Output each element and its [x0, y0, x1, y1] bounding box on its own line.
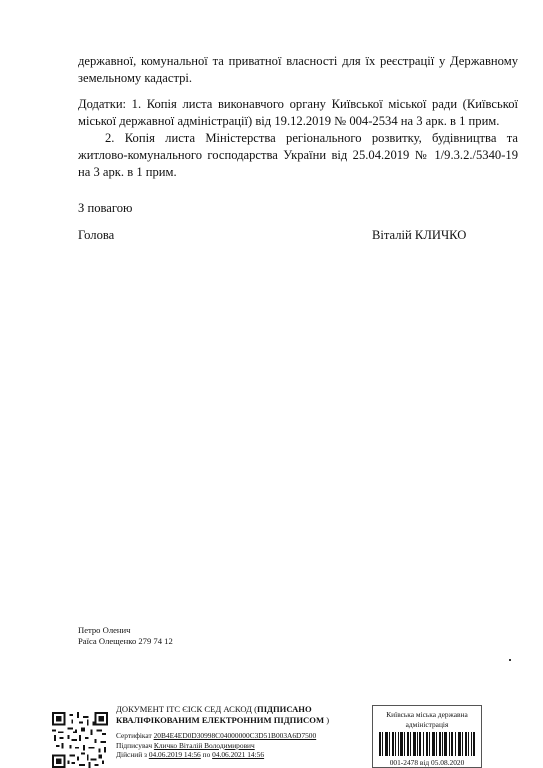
stamp-org-line-2: адміністрація: [405, 720, 449, 729]
signer-label: Підписувач: [116, 740, 154, 750]
certificate-label: Сертифікат: [116, 731, 154, 740]
attachment-1-line-1: Додатки: 1. Копія листа виконавчого органу Київської міської ради (Київської: [78, 97, 518, 111]
intro-paragraph: [78, 53, 518, 87]
signature-notice-prefix: ДОКУМЕНТ ІТС ЄІСК СЕД АСКОД (: [116, 704, 258, 714]
stamp-org-line-1: Київська міська державна: [386, 710, 468, 719]
signature-notice-qualified: КВАЛІФІКОВАНИМ ЕЛЕКТРОННИМ ПІДПИСОМ: [116, 715, 325, 725]
attachment-2-line-2: житлово-комунального господарства України від 25.04.2019 № 1/9.3.2./5340-19: [78, 148, 518, 162]
attachment-2-line-1: 2. Копія листа Міністерства регіонального розвитку, будівництва та: [105, 131, 518, 145]
validity-prefix: Дійсний з: [116, 750, 149, 759]
attachment-2-line-3: на 3 арк. в 1 прим.: [78, 165, 177, 179]
stamp-barcode: [379, 732, 475, 756]
signer-value: Кличко Віталій Володимирович: [153, 740, 255, 750]
validity-row: [116, 750, 316, 760]
closing-phrase: З повагою: [78, 201, 133, 215]
validity-mid: по: [200, 750, 213, 759]
executor-line-2: Раїса Олещенко 279 74 12: [78, 636, 173, 646]
qr-code: [52, 712, 108, 768]
certificate-info: [116, 731, 316, 760]
executor-line-1: Петро Оленич: [78, 625, 131, 635]
intro-line-1: державної, комунальної та приватної власності для їх реєстрації у Державному: [78, 54, 518, 68]
certificate-value: 20B4E4ED0D30998C04000000C3D51B003A6D7500: [153, 731, 317, 740]
margin-dot: [509, 659, 511, 661]
signer-name: Віталій КЛИЧКО: [372, 228, 467, 242]
validity-to: 04.06.2021 14:56: [212, 750, 265, 759]
signature-notice-signed: ПІДПИСАНО: [257, 704, 312, 714]
signature-notice-close: ): [324, 715, 330, 725]
intro-line-2: земельному кадастрі.: [78, 71, 193, 85]
validity-from: 04.06.2019 14:56: [148, 750, 201, 759]
signer-position: Голова: [78, 228, 115, 242]
signer-row: [116, 741, 316, 751]
signature-notice: [116, 704, 329, 726]
certificate-row: [116, 731, 316, 741]
stamp-registration-number: 001-2478 від 05.08.2020: [389, 758, 465, 767]
attachments-block: [78, 96, 518, 181]
registration-stamp: [372, 705, 482, 768]
attachment-1-line-2: міської державної адміністрації) від 19.12.2019 № 004-2534 на 3 арк. в 1 прим.: [78, 114, 500, 128]
